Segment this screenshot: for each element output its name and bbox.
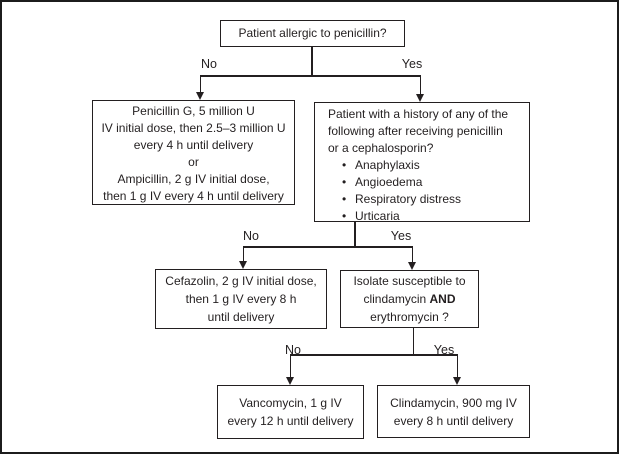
history-bullet-urticaria	[342, 208, 529, 225]
regimen-line: every 4 h until delivery	[133, 138, 254, 152]
connector-level3-right-drop	[457, 354, 459, 378]
history-line: Patient with a history of any of the	[328, 107, 509, 121]
arrowhead-icon	[239, 261, 247, 269]
connector-root-stem	[311, 47, 313, 75]
treatment-box-clindamycin	[377, 385, 530, 438]
branch-label-no-1: No	[201, 57, 217, 71]
regimen-line: Ampicillin, 2 g IV initial dose,	[117, 172, 270, 186]
bullet-icon: •	[342, 175, 347, 189]
connector-level1-branch	[200, 75, 421, 77]
history-line: following after receiving penicillin	[328, 124, 503, 138]
regimen-line: every 8 h until delivery	[393, 414, 514, 428]
connector-level2-left-drop	[243, 246, 245, 262]
regimen-line: then 1 g IV every 4 h until delivery	[103, 189, 284, 203]
branch-label-no-2: No	[243, 229, 259, 243]
bullet-text: Respiratory distress	[355, 192, 462, 206]
decision-text: Patient allergic to penicillin?	[238, 26, 387, 40]
branch-label-yes-3: Yes	[433, 343, 455, 357]
regimen-line: Vancomycin, 1 g IV	[239, 396, 342, 410]
arrowhead-icon	[416, 94, 424, 102]
regimen-line: until delivery	[207, 310, 275, 324]
susceptibility-bold-text: AND	[429, 292, 456, 306]
connector-level1-right-drop	[420, 75, 422, 95]
treatment-box-cefazolin	[155, 269, 327, 329]
bullet-icon: •	[342, 209, 347, 223]
treatment-box-penicillin	[92, 100, 295, 205]
bullet-text: Anaphylaxis	[355, 158, 420, 172]
connector-level2-branch	[243, 246, 413, 248]
regimen-line: then 1 g IV every 8 h	[185, 292, 297, 306]
arrowhead-icon	[286, 377, 294, 385]
arrowhead-icon	[453, 377, 461, 385]
arrowhead-icon	[196, 92, 204, 100]
treatment-box-vancomycin	[217, 385, 364, 439]
susceptibility-line	[341, 290, 478, 308]
regimen-line: Clindamycin, 900 mg IV	[390, 396, 517, 410]
susceptibility-line: Isolate susceptible to	[353, 274, 466, 288]
decision-box-history	[314, 102, 530, 222]
regimen-line: IV initial dose, then 2.5–3 million U	[101, 121, 286, 135]
arrowhead-icon	[408, 262, 416, 270]
regimen-line: or	[188, 155, 199, 169]
regimen-line: Penicillin G, 5 million U	[132, 104, 255, 118]
history-bullet-respiratory	[342, 191, 529, 208]
bullet-icon: •	[342, 192, 347, 206]
regimen-line: every 12 h until delivery	[227, 414, 354, 428]
history-line: or a cephalosporin?	[328, 141, 434, 155]
history-bullet-angioedema	[342, 174, 529, 191]
bullet-text: Angioedema	[355, 175, 423, 189]
connector-level3-left-drop	[290, 354, 292, 378]
connector-level3-branch	[290, 354, 457, 356]
decision-box-allergic	[220, 20, 405, 47]
branch-label-yes-1: Yes	[401, 57, 423, 71]
susceptibility-line: erythromycin ?	[370, 310, 449, 324]
connector-susceptibility-stem	[413, 328, 415, 354]
branch-label-yes-2: Yes	[390, 229, 412, 243]
bullet-icon: •	[342, 158, 347, 172]
connector-level2-right-drop	[412, 246, 414, 263]
connector-level1-left-drop	[200, 75, 202, 93]
branch-label-no-3: No	[285, 343, 301, 357]
bullet-text: Urticaria	[355, 209, 400, 223]
connector-history-stem	[354, 222, 356, 246]
decision-box-susceptibility	[340, 270, 479, 328]
history-bullet-anaphylaxis	[342, 157, 529, 174]
regimen-line: Cefazolin, 2 g IV initial dose,	[165, 274, 317, 288]
susceptibility-text: clindamycin	[363, 292, 427, 306]
